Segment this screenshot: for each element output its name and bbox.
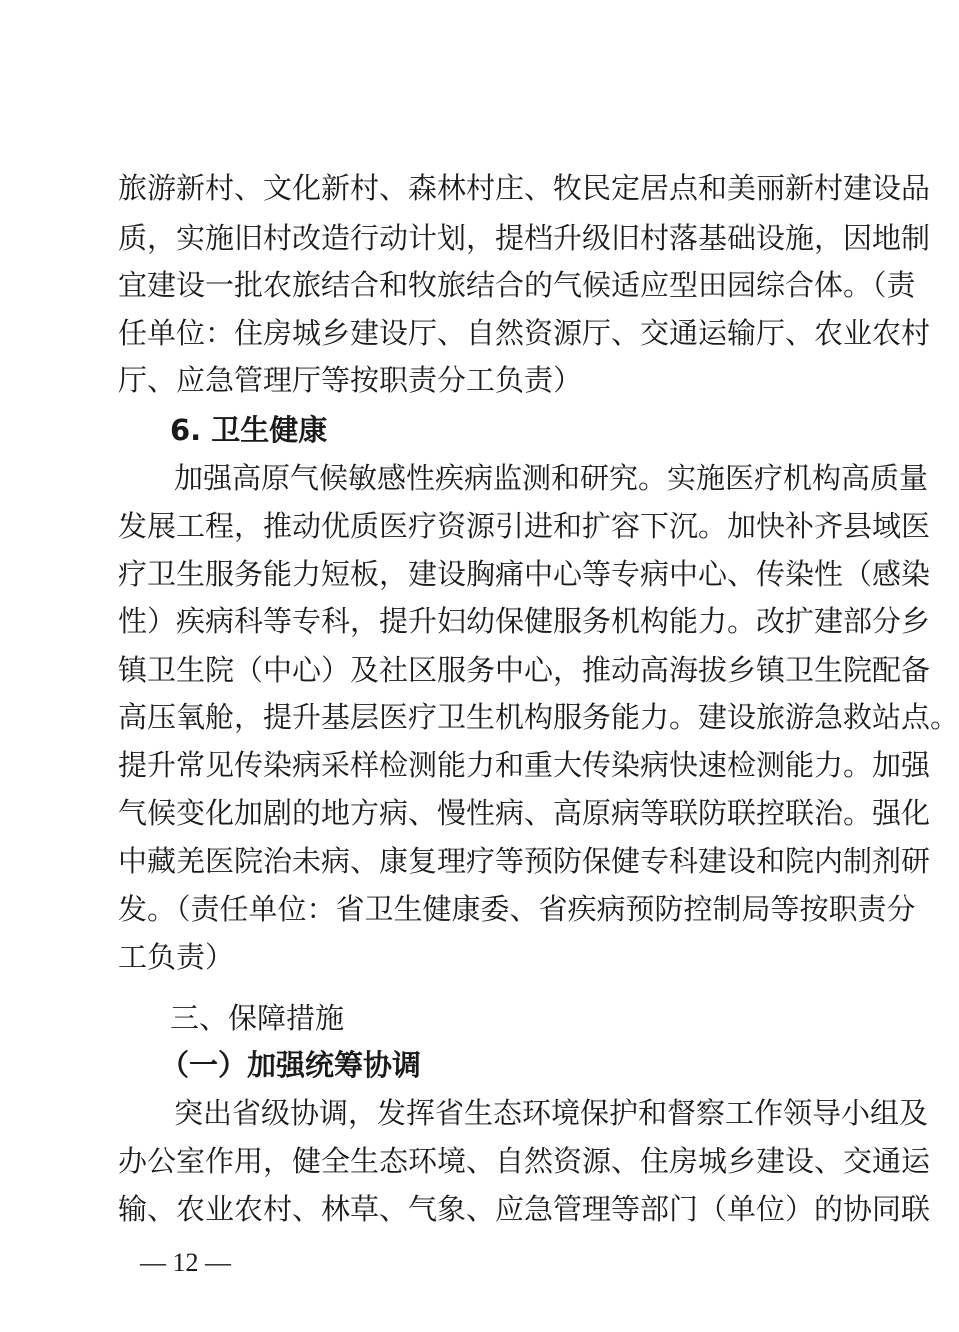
paragraph-line: 中藏羌医院治未病、康复理疗等预防保健专科建设和院内制剂研 — [118, 844, 931, 878]
paragraph-line: 疗卫生服务能力短板，建设胸痛中心等专病中心、传染性（感染 — [118, 557, 931, 591]
paragraph-line: 旅游新村、文化新村、森林村庄、牧民定居点和美丽新村建设品 — [118, 171, 931, 205]
paragraph-line: 高压氧舱，提升基层医疗卫生机构服务能力。建设旅游急救站点。 — [118, 700, 959, 734]
paragraph-line: 输、农业农村、林草、气象、应急管理等部门（单位）的协同联 — [118, 1192, 931, 1226]
part-heading: 三、保障措施 — [170, 1001, 345, 1035]
paragraph-line: 厅、应急管理厅等按职责分工负责） — [118, 363, 583, 397]
paragraph-line: 任单位：住房城乡建设厅、自然资源厅、交通运输厅、农业农村 — [118, 316, 931, 350]
paragraph-line: 办公室作用，健全生态环境、自然资源、住房城乡建设、交通运 — [118, 1144, 931, 1178]
paragraph-line: 加强高原气候敏感性疾病监测和研究。实施医疗机构高质量 — [174, 461, 929, 495]
paragraph-line: 气候变化加剧的地方病、慢性病、高原病等联防联控联治。强化 — [118, 796, 931, 830]
paragraph-line: 发展工程，推动优质医疗资源引进和扩容下沉。加快补齐县域医 — [118, 509, 931, 543]
paragraph-line: 工负责） — [118, 940, 235, 974]
paragraph-line: 提升常见传染病采样检测能力和重大传染病快速检测能力。加强 — [118, 748, 931, 782]
paragraph-line: 发。（责任单位：省卫生健康委、省疾病预防控制局等按职责分 — [118, 892, 916, 926]
paragraph-line: 宜建设一批农旅结合和牧旅结合的气候适应型田园综合体。（责 — [118, 268, 916, 302]
subsection-heading: （一）加强统筹协调 — [160, 1048, 422, 1082]
section-heading: 6. 卫生健康 — [170, 413, 328, 447]
page-number: — 12 — — [140, 1248, 231, 1277]
paragraph-line: 性）疾病科等专科，提升妇幼保健服务机构能力。改扩建部分乡 — [118, 604, 931, 638]
paragraph-line: 质，实施旧村改造行动计划，提档升级旧村落基础设施，因地制 — [118, 221, 931, 255]
paragraph-line: 镇卫生院（中心）及社区服务中心，推动高海拔乡镇卫生院配备 — [118, 653, 931, 687]
paragraph-line: 突出省级协调，发挥省生态环境保护和督察工作领导小组及 — [174, 1096, 929, 1130]
